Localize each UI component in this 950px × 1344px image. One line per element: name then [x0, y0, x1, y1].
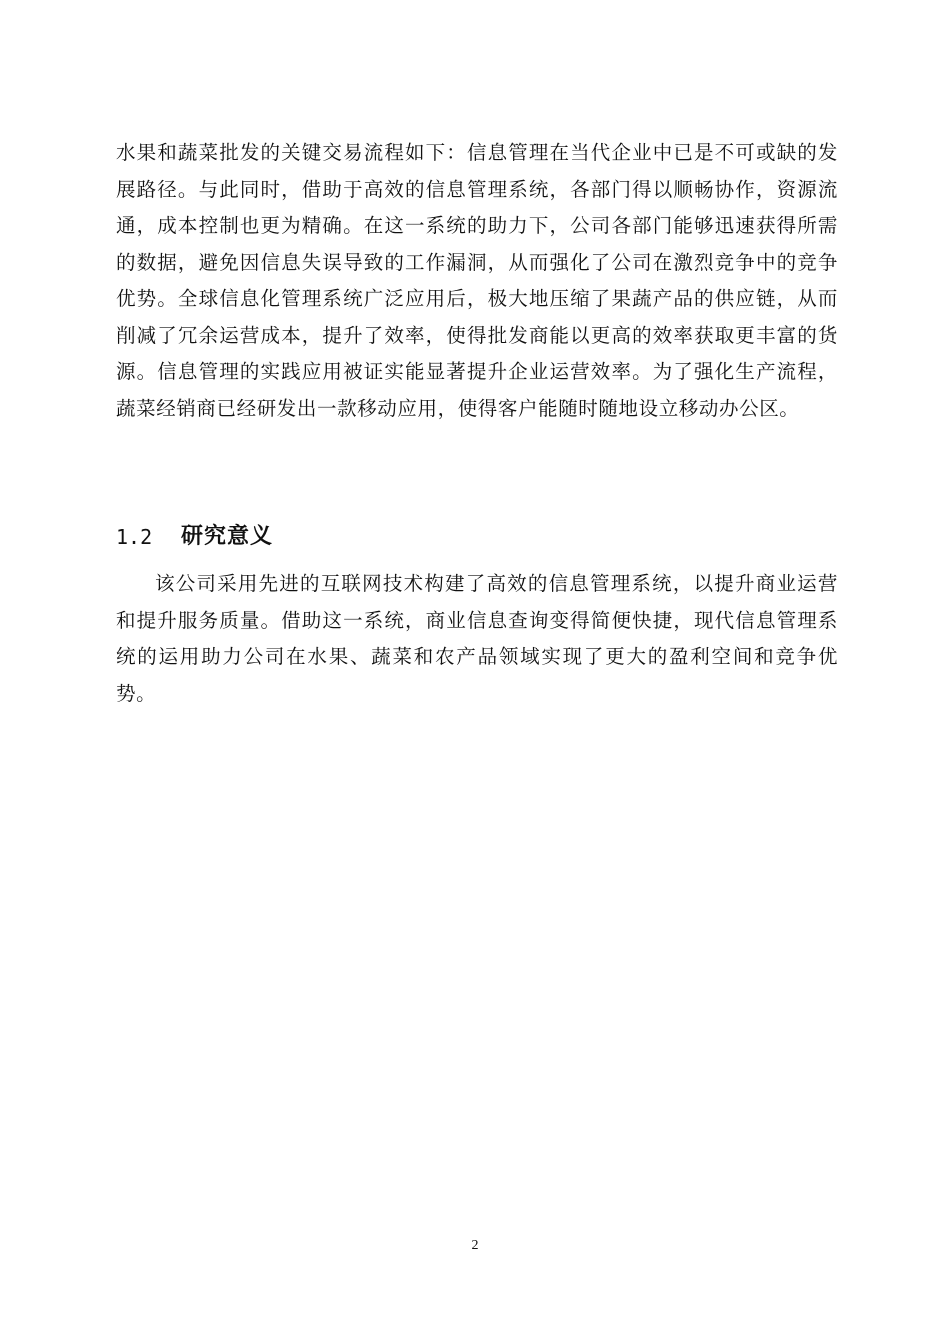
body-paragraph: 水果和蔬菜批发的关键交易流程如下：信息管理在当代企业中已是不可或缺的发展路径。与此同时，借助于高效的信息管理系统，各部门得以顺畅协作，资源流通，成本控制也更为精确。在这一系统的助力下，公司各部门能够迅速获得所需的数据，避免因信息失误导致的工作漏洞，从而强化了公司在激烈竞争中的竞争优势。全球信息化管理系统广泛应用后，极大地压缩了果蔬产品的供应链，从而削减了冗余运营成本，提升了效率，使得批发商能以更高的效率获取更丰富的货源。信息管理的实践应用被证实能显著提升企业运营效率。为了强化生产流程，蔬菜经销商已经研发出一款移动应用，使得客户能随时随地设立移动办公区。 [116, 141, 838, 420]
section-heading [116, 519, 273, 555]
section-title: 研究意义 [181, 524, 274, 549]
section-number: 1.2 [116, 525, 153, 549]
page-number: 2 [471, 1238, 479, 1253]
body-paragraph: 该公司采用先进的互联网技术构建了高效的信息管理系统，以提升商业运营和提升服务质量。借助这一系统，商业信息查询变得简便快捷，现代信息管理系统的运用助力公司在水果、蔬菜和农产品领域实现了更大的盈利空间和竞争优势。 [116, 572, 838, 705]
